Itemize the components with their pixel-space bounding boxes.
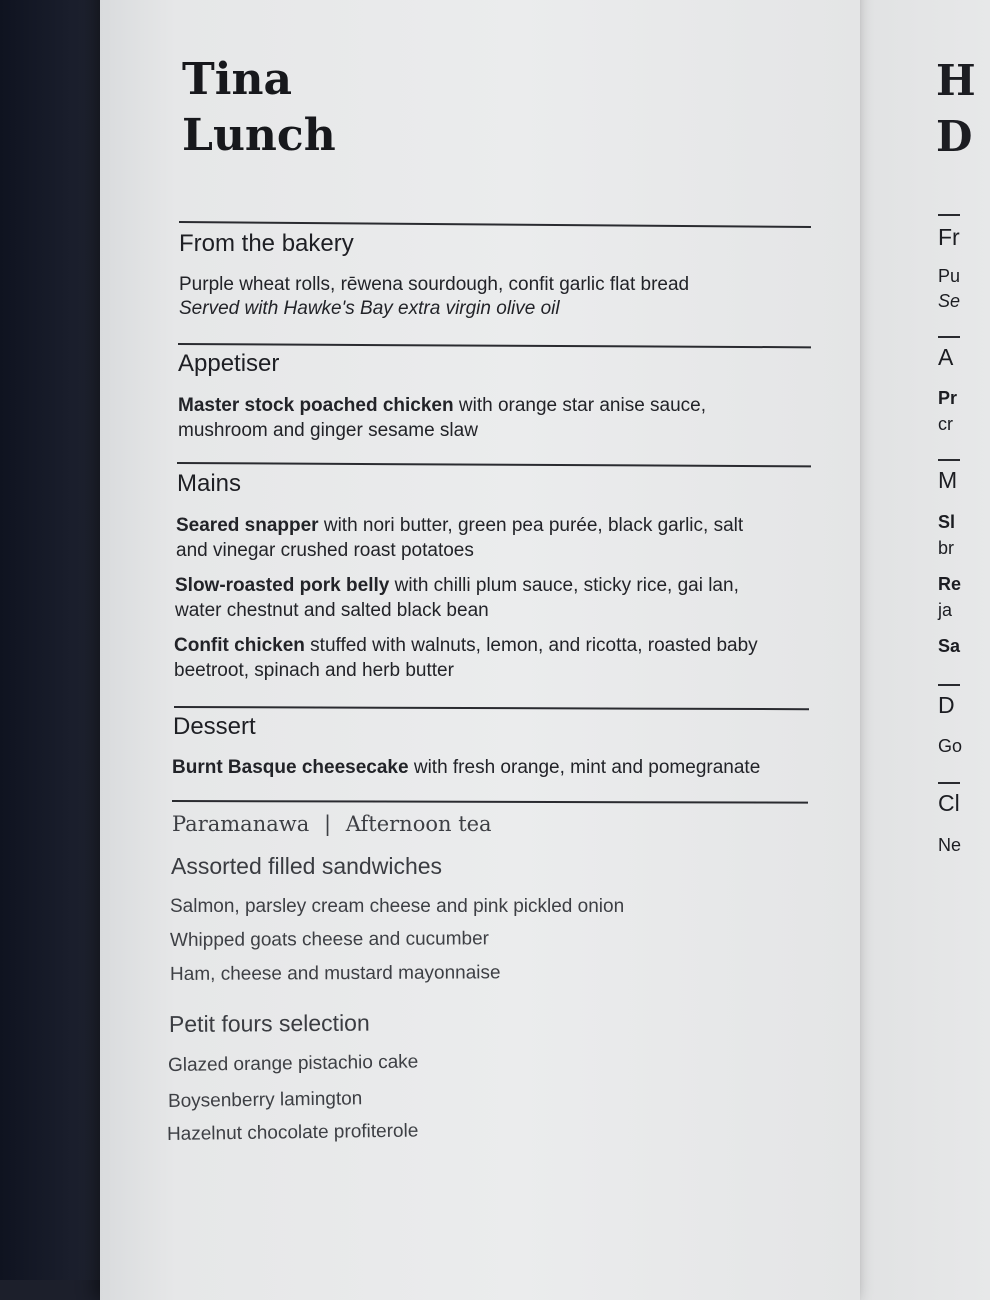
petit-four-item: Boysenberry lamington <box>167 1088 363 1112</box>
mains-item-desc: stuffed with walnuts, lemon, and ricotta, roasted baby <box>304 635 758 656</box>
bakery-note: Served with Hawke's Bay extra virgin olive oil <box>179 298 560 319</box>
appetiser-dish-name: Master stock poached chicken <box>178 395 454 416</box>
mains-item <box>174 635 758 657</box>
bakery-heading: From the bakery <box>179 230 354 257</box>
mains-heading: Mains <box>177 470 242 497</box>
appetiser-heading: Appetiser <box>178 350 280 377</box>
sandwich-item: Whipped goats cheese and cucumber <box>169 928 490 951</box>
dessert-dish <box>172 757 760 779</box>
next-card-fragment: Ne <box>938 835 962 855</box>
mains-item-desc: with chilli plum sauce, sticky rice, gai lan, <box>389 575 739 596</box>
mains-item-desc: with nori butter, green pea purée, black garlic, salt <box>318 515 744 536</box>
next-card-fragment: Pr <box>938 388 958 408</box>
next-card-fragment: Sl <box>938 512 956 532</box>
mains-item <box>175 575 739 597</box>
next-card-fragment: br <box>938 538 955 558</box>
sandwich-item: Ham, cheese and mustard mayonnaise <box>169 962 501 985</box>
mains-item-desc-cont: water chestnut and salted black bean <box>175 600 489 621</box>
bakery-line: Purple wheat rolls, rēwena sourdough, confit garlic flat bread <box>179 274 690 295</box>
next-card-divider <box>938 782 960 784</box>
next-card-fragment: Fr <box>938 224 960 250</box>
heading-separator: | <box>323 812 332 836</box>
menu-title-line1: Tina <box>182 54 292 105</box>
next-card-divider <box>938 684 960 686</box>
appetiser-dish-desc: with orange star anise sauce, <box>453 395 707 416</box>
next-card-title-fragment: D <box>936 112 973 161</box>
mains-item-desc-cont: beetroot, spinach and herb butter <box>174 660 454 681</box>
menu-title <box>182 52 336 164</box>
sandwiches-heading: Assorted filled sandwiches <box>171 853 443 879</box>
next-card-fragment: ja <box>938 600 953 620</box>
petit-four-item: Hazelnut chocolate profiterole <box>166 1120 419 1145</box>
dessert-dish-name: Burnt Basque cheesecake <box>172 757 409 778</box>
mains-item-name: Slow-roasted pork belly <box>175 575 390 596</box>
next-card-fragment: Pu <box>938 266 961 286</box>
next-card-fragment: Go <box>938 736 963 756</box>
afternoon-tea-heading-english: Afternoon tea <box>345 812 492 836</box>
menu-title-line2: Lunch <box>182 110 336 161</box>
next-card-fragment: Sa <box>938 636 961 656</box>
dessert-dish-desc: with fresh orange, mint and pomegranate <box>408 757 761 778</box>
mains-item-name: Confit chicken <box>174 635 305 656</box>
mains-item-name: Seared snapper <box>176 515 319 536</box>
mains-item-desc-cont: and vinegar crushed roast potatoes <box>176 540 474 561</box>
sandwich-item: Salmon, parsley cream cheese and pink pickled onion <box>170 896 625 917</box>
appetiser-dish <box>178 395 706 417</box>
next-menu-card <box>850 0 990 1300</box>
next-card-fragment: cr <box>938 414 953 434</box>
afternoon-tea-heading-maori: Paramanawa <box>172 812 310 836</box>
petit-fours-heading: Petit fours selection <box>168 1009 370 1037</box>
next-card-fragment: A <box>938 344 954 370</box>
dessert-heading: Dessert <box>173 713 256 740</box>
next-card-divider <box>938 459 960 461</box>
next-card-fragment: Se <box>938 291 961 311</box>
next-card-divider <box>938 214 960 216</box>
next-card-fragment: Re <box>938 574 962 594</box>
next-card-fragment: Cl <box>938 790 960 816</box>
petit-four-item: Glazed orange pistachio cake <box>167 1051 419 1076</box>
next-card-title-fragment: H <box>936 56 976 105</box>
mains-item <box>176 515 743 537</box>
appetiser-dish-desc-cont: mushroom and ginger sesame slaw <box>178 420 478 441</box>
next-card-fragment: M <box>938 467 958 493</box>
afternoon-tea-heading <box>172 812 492 836</box>
next-card-fragment: D <box>938 692 955 718</box>
next-card-divider <box>938 336 960 338</box>
